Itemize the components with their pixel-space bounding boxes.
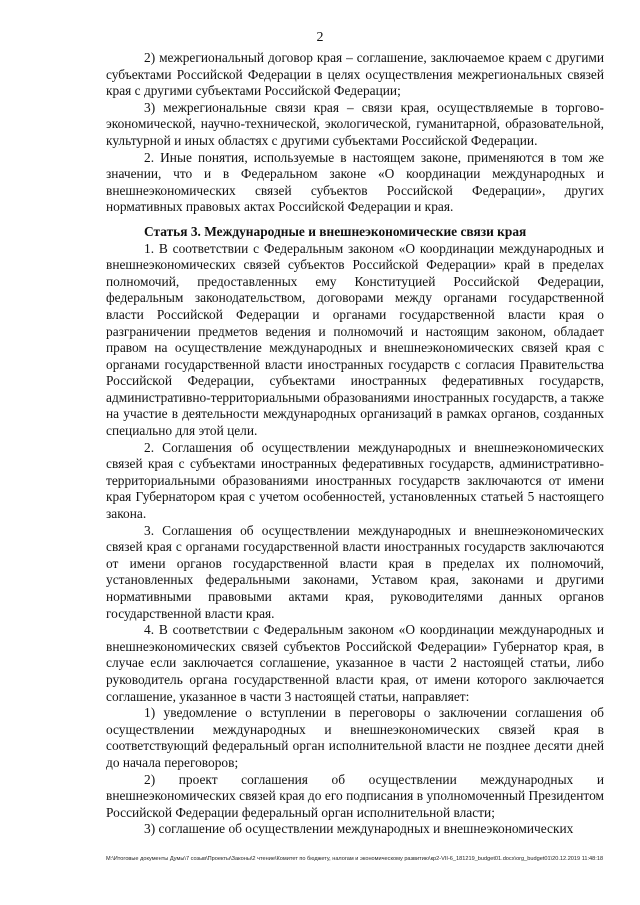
paragraph: 3. Соглашения об осуществлении международных и внешнеэкономических связей края с органами государственной власти иностранных государств заключаются от имени органов государственной власти края в пределах их полномочий, установленных федеральными законами, Уставом края, законами и другими нормативными правовыми актами края, руководителями данных органов государственной власти края.: [106, 522, 604, 621]
document-body: [106, 50, 604, 838]
page-number: 2: [316, 30, 324, 45]
paragraph: 2. Иные понятия, используемые в настоящем законе, применяются в том же значении, что и в Федеральном законе «О координации международных и внешнеэкономических связей субъектов Российской Федерации», других нормативных правовых актах Российской Федерации и края.: [106, 149, 604, 215]
paragraph: 3) межрегиональные связи края – связи края, осуществляемые в торгово-экономической, научно-технической, экологической, гуманитарной, образовательной, культурной и иных областях с другими субъектами Российской Федерации.: [106, 99, 604, 148]
paragraph: 2) межрегиональный договор края – соглашение, заключаемое краем с другими субъектами Российской Федерации в целях осуществления межрегиональных связей края с другими субъектами Российской Федерации;: [106, 50, 604, 99]
paragraph: 2) проект соглашения об осуществлении международных и внешнеэкономических связей края до его подписания в уполномоченный Президентом Российской Федерации федеральный орган исполнительной власти;: [106, 771, 604, 820]
paragraph: 2. Соглашения об осуществлении международных и внешнеэкономических связей края с субъектами иностранных федеративных государств, административно-территориальными образованиями иностранных государств заключаются от имени края Губернатором края с учетом особенностей, установленных статьей 5 настоящего закона.: [106, 439, 604, 522]
article-heading: Статья 3. Международные и внешнеэкономические связи края: [144, 223, 527, 239]
paragraph: 3) соглашение об осуществлении международных и внешнеэкономических: [144, 821, 574, 837]
paragraph: 4. В соответствии с Федеральным законом «О координации международных и внешнеэкономических связей субъектов Российской Федерации» Губернатор края, в случае если заключается соглашение, указанное в части 2 настоящей статьи, либо руководитель органа государственной власти края, от имени которого заключается соглашение, указанное в части 3 настоящей статьи, направляет:: [106, 622, 604, 704]
paragraph: 1) уведомление о вступлении в переговоры о заключении соглашения об осуществлении международных и внешнеэкономических связей края в соответствующий федеральный орган исполнительной власти не позднее десяти дней до начала переговоров;: [106, 705, 604, 770]
paragraph: 1. В соответствии с Федеральным законом «О координации международных и внешнеэкономических связей субъектов Российской Федерации» край в пределах полномочий, предоставленных ему Конституцией Российской Федерации, федеральным законодательством, договорами между органами государственной власти Российской Федерации и органами государственной власти края о разграничении предметов ведения и полномочий и настоящим законом, обладает правом на осуществление международных и внешнеэкономических связей края с органами государственной власти иностранных государств с согласия Правительства Российской Федерации, субъектами иностранных федеративных государств, административно-территориальными образованиями иностранных государств, а также на участие в деятельности международных организаций в рамках органов, созданных специально для этой цели.: [106, 240, 604, 439]
file-path-footer: М:\Итоговые документы Думы\7 созыв\Проекты\Законы\2 чтение\Комитет по бюджету, налогам и экономическому развитию\кр2-VII-6_181219_budget01.docx\org_budget01\20.12.2019 11:48:18: [106, 856, 604, 862]
